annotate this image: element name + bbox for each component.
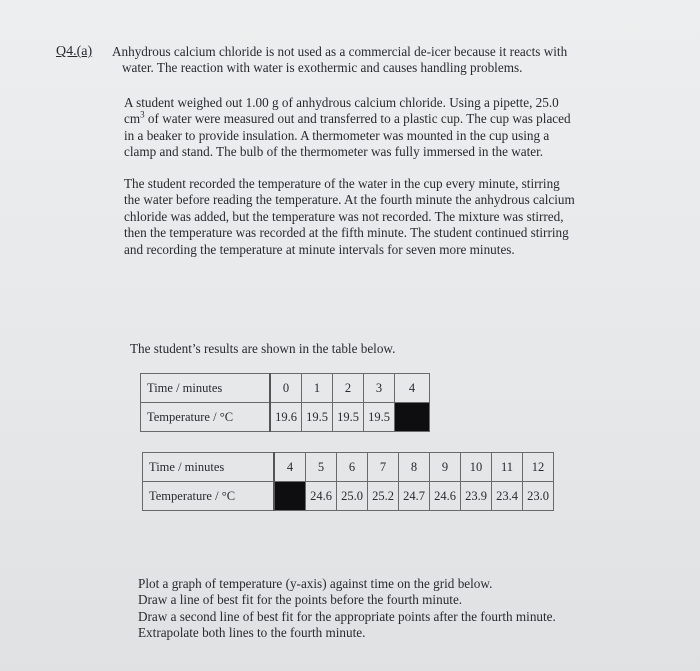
table-cell: 5 <box>306 453 337 482</box>
table-cell: 7 <box>368 453 399 482</box>
table-cell: 25.0 <box>337 482 368 511</box>
table-cell: 23.0 <box>523 482 554 511</box>
table-cell: 8 <box>399 453 430 482</box>
method-line-2: $cm^3$ of water were measured out and transferred to a plastic cup. The cup was placed <box>124 110 571 127</box>
table-row <box>143 482 554 511</box>
table-cell: 0 <box>270 374 302 403</box>
temperature-header: Temperature / °C <box>143 482 275 511</box>
table-cell: 4 <box>274 453 306 482</box>
table-row <box>141 374 430 403</box>
table-cell: 9 <box>430 453 461 482</box>
method-line-3: in a beaker to provide insulation. A thermometer was mounted in the cup using a <box>124 127 550 143</box>
procedure-line-5: and recording the temperature at minute intervals for seven more minutes. <box>124 241 515 257</box>
table-cell: 4 <box>395 374 430 403</box>
blacked-out-cell <box>274 482 306 511</box>
results-table-2 <box>142 452 554 511</box>
intro-line-1: Anhydrous calcium chloride is not used as a commercial de-icer because it reacts with <box>112 44 568 59</box>
intro-line-2: water. The reaction with water is exothermic and causes handling problems. <box>122 60 523 76</box>
method-line-1: A student weighed out 1.00 g of anhydrous calcium chloride. Using a pipette, 25.0 <box>124 95 559 110</box>
time-header: Time / minutes <box>141 374 271 403</box>
table-cell: 6 <box>337 453 368 482</box>
instruction-line: Draw a second line of best fit for the appropriate points after the fourth minute. <box>138 608 556 624</box>
method-paragraph <box>124 95 614 161</box>
table-caption: The student’s results are shown in the table below. <box>130 341 396 356</box>
table-cell: 24.6 <box>306 482 337 511</box>
table-row <box>143 453 554 482</box>
procedure-line-3: chloride was added, but the temperature was not recorded. The mixture was stirred, <box>124 208 564 224</box>
instruction-line: Draw a line of best fit for the points before the fourth minute. <box>138 592 463 608</box>
table-cell: 1 <box>302 374 333 403</box>
table-cell: 19.5 <box>364 403 395 432</box>
results-table-1 <box>140 373 430 432</box>
table-cell: 19.6 <box>270 403 302 432</box>
instruction-line: Extrapolate both lines to the fourth minute. <box>138 625 366 641</box>
time-header: Time / minutes <box>143 453 275 482</box>
temperature-header: Temperature / °C <box>141 403 271 432</box>
table-cell: 12 <box>523 453 554 482</box>
instruction-line: Plot a graph of temperature (y-axis) against time on the grid below. <box>138 576 493 591</box>
table-cell: 23.9 <box>461 482 492 511</box>
blacked-out-cell <box>395 403 430 432</box>
procedure-paragraph <box>124 176 614 258</box>
method-line-4: clamp and stand. The bulb of the thermometer was fully immersed in the water. <box>124 144 544 160</box>
question-number: Q4.(a) <box>56 44 93 59</box>
table-cell: 2 <box>333 374 364 403</box>
procedure-line-1: The student recorded the temperature of the water in the cup every minute, stirring <box>124 176 560 191</box>
table-cell: 19.5 <box>333 403 364 432</box>
table-cell: 25.2 <box>368 482 399 511</box>
table-cell: 19.5 <box>302 403 333 432</box>
table-cell: 24.6 <box>430 482 461 511</box>
table-cell: 11 <box>492 453 523 482</box>
table-cell: 24.7 <box>399 482 430 511</box>
intro-paragraph <box>112 44 612 77</box>
table-cell: 10 <box>461 453 492 482</box>
procedure-line-4: then the temperature was recorded at the fifth minute. The student continued stirring <box>124 225 569 241</box>
table-row <box>141 403 430 432</box>
procedure-line-2: the water before reading the temperature. At the fourth minute the anhydrous calcium <box>124 192 575 208</box>
table-cell: 23.4 <box>492 482 523 511</box>
graph-instructions <box>138 576 608 642</box>
table-cell: 3 <box>364 374 395 403</box>
